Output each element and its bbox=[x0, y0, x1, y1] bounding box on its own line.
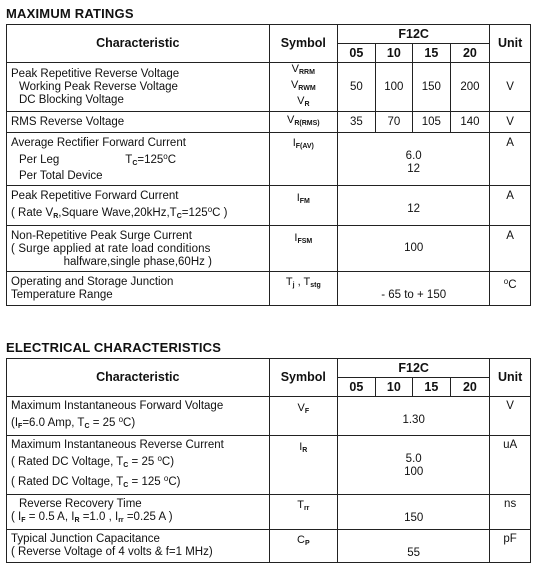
row-symbol: $T_{rr}$ bbox=[269, 495, 338, 530]
grade-15: 15 bbox=[413, 378, 451, 397]
value-cell: 150 bbox=[413, 63, 451, 112]
value-cell: 12 bbox=[338, 186, 490, 226]
row-symbol: $C_P$ bbox=[269, 530, 338, 563]
grade-05: 05 bbox=[338, 378, 376, 397]
grade-15: 15 bbox=[413, 44, 451, 63]
row-symbol: $I_{F(AV)}$ bbox=[269, 133, 338, 186]
value-cell: 1.30 bbox=[338, 397, 490, 436]
unit-cell: A bbox=[490, 226, 531, 272]
table-row bbox=[7, 397, 531, 436]
header-characteristic: Characteristic bbox=[7, 25, 270, 63]
unit-cell: V bbox=[490, 63, 531, 112]
table-row bbox=[7, 436, 531, 495]
row-symbol: $I_{FSM}$ bbox=[269, 226, 338, 272]
table-row bbox=[7, 495, 531, 530]
row-symbol: $V_F$ bbox=[269, 397, 338, 436]
unit-cell: ns bbox=[490, 495, 531, 530]
row-symbol: $I_{FM}$ bbox=[269, 186, 338, 226]
value-cell: 140 bbox=[450, 112, 490, 133]
header-symbol: Symbol bbox=[269, 25, 338, 63]
header-symbol: Symbol bbox=[269, 359, 338, 397]
row-characteristic: Maximum Instantaneous Forward Voltage ($I_F=6.0$ Amp, $T_C = 25$ $^o$C) bbox=[7, 397, 270, 436]
row-symbol: $V_{RRM}$ $V_{RWM}$ $V_R$ bbox=[269, 63, 338, 112]
value-cell: 70 bbox=[375, 112, 413, 133]
table-row bbox=[7, 226, 531, 272]
table-row bbox=[7, 133, 531, 186]
value-cell: 6.0 12 bbox=[338, 133, 490, 186]
unit-cell: A bbox=[490, 186, 531, 226]
value-cell: - 65 to + 150 bbox=[338, 272, 490, 306]
table-row bbox=[7, 112, 531, 133]
electrical-characteristics-title: ELECTRICAL CHARACTERISTICS bbox=[6, 340, 222, 355]
grade-20: 20 bbox=[450, 44, 490, 63]
row-characteristic: Operating and Storage Junction Temperature Range bbox=[7, 272, 270, 306]
value-cell: 105 bbox=[413, 112, 451, 133]
max-ratings-table bbox=[6, 24, 531, 306]
table-row bbox=[7, 63, 531, 112]
header-unit: Unit bbox=[490, 359, 531, 397]
row-characteristic: Peak Repetitive Reverse Voltage Working Peak Reverse Voltage DC Blocking Voltage bbox=[7, 63, 270, 112]
row-symbol: $T_j$ , $T_{stg}$ bbox=[269, 272, 338, 306]
unit-cell: pF bbox=[490, 530, 531, 563]
row-characteristic: Non-Repetitive Peak Surge Current ( Surge applied at rate load conditions halfware,single phase,60Hz ) bbox=[7, 226, 270, 272]
value-cell: 100 bbox=[375, 63, 413, 112]
value-cell: 150 bbox=[338, 495, 490, 530]
row-characteristic: RMS Reverse Voltage bbox=[7, 112, 270, 133]
value-cell: 200 bbox=[450, 63, 490, 112]
grade-05: 05 bbox=[338, 44, 376, 63]
table-row bbox=[7, 272, 531, 306]
row-characteristic: Typical Junction Capacitance ( Reverse Voltage of 4 volts & f=1 MHz) bbox=[7, 530, 270, 563]
row-characteristic: Average Rectifier Forward Current Per Leg $T_C=125^oC$ Per Total Device bbox=[7, 133, 270, 186]
row-characteristic: Maximum Instantaneous Reverse Current ( Rated DC Voltage, $T_C = 25$ $^o$C) ( Rated DC Voltage, $T_C = 125$ $^o$C) bbox=[7, 436, 270, 495]
row-symbol: $I_R$ bbox=[269, 436, 338, 495]
value-cell: 100 bbox=[338, 226, 490, 272]
row-characteristic: Reverse Recovery Time ( $I_F = 0.5$ A, $I_R =1.0$ , $I_{rr} =0.25$ A ) bbox=[7, 495, 270, 530]
grade-10: 10 bbox=[375, 378, 413, 397]
unit-cell: $^o$C bbox=[490, 272, 531, 306]
value-cell: 50 bbox=[338, 63, 376, 112]
value-cell: 5.0 100 bbox=[338, 436, 490, 495]
header-part-number: F12C bbox=[338, 359, 490, 378]
unit-cell: V bbox=[490, 397, 531, 436]
electrical-characteristics-table bbox=[6, 358, 531, 563]
unit-cell: V bbox=[490, 112, 531, 133]
unit-cell: uA bbox=[490, 436, 531, 495]
value-cell: 55 bbox=[338, 530, 490, 563]
grade-10: 10 bbox=[375, 44, 413, 63]
row-symbol: $V_{R(RMS)}$ bbox=[269, 112, 338, 133]
header-part-number: F12C bbox=[338, 25, 490, 44]
max-ratings-title: MAXIMUM RATINGS bbox=[6, 6, 134, 21]
row-characteristic: Peak Repetitive Forward Current ( Rate $V_R,Square$ $Wave,20kHz,T_C=125^oC$ ) bbox=[7, 186, 270, 226]
header-characteristic: Characteristic bbox=[7, 359, 270, 397]
grade-20: 20 bbox=[450, 378, 490, 397]
unit-cell: A bbox=[490, 133, 531, 186]
table-row bbox=[7, 186, 531, 226]
header-unit: Unit bbox=[490, 25, 531, 63]
value-cell: 35 bbox=[338, 112, 376, 133]
